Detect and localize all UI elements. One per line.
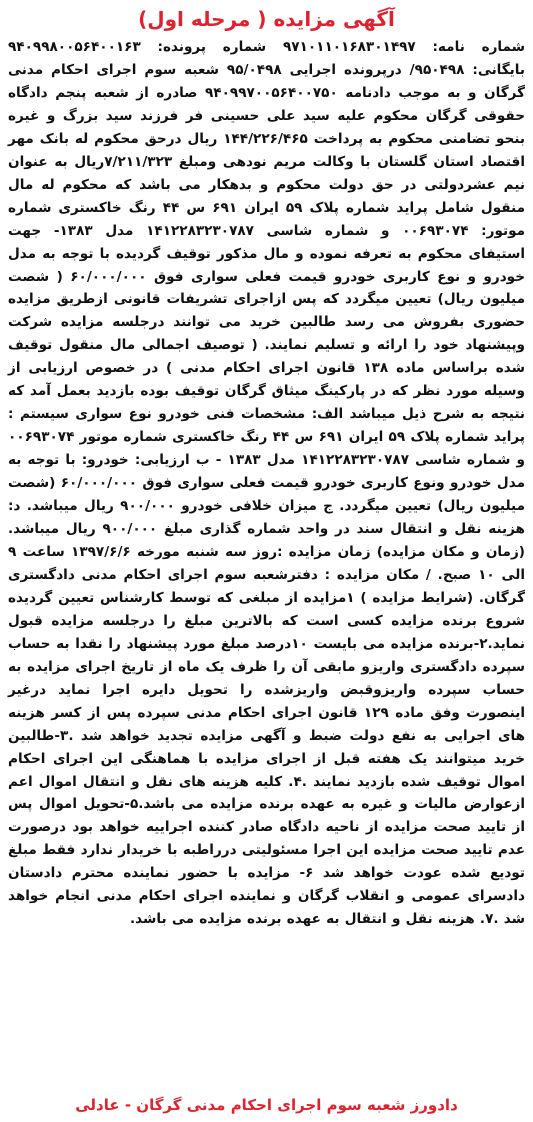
notice-footer — [0, 1095, 533, 1114]
notice-body: شماره نامه: ۹۷۱۰۱۱۰۱۶۸۳۰۱۴۹۷ شماره پرونده: ۹۴۰۹۹۸۰۰۵۶۴۰۰۱۶۳ بایگانی: ۹۵۰۴۹۸/ درپرونده اجرایی ۹۵/۰۴۹۸ شعبه سوم اجرای احکام مدنی گرگان و به موجب دادنامه ۹۴۰۹۹۷۰۰۵۶۴۰۰۷۵۰ صادره از شعبه پنجم دادگاه حقوقی گرگان محکوم علیه سید علی حسینی فر فرزند سید بزرگ و غیره بنحو تضامنی محکوم به پرداخت ۱۴۴/۲۲۶/۴۶۵ ریال درحق محکوم له بانک مهر اقتصاد استان گلستان با وکالت مریم نودهی ومبلغ ۷/۲۱۱/۳۲۳ریال به عنوان نیم عشردولتی در حق دولت محکوم و بدهکار می باشد که محکوم له مال منقول شامل پراید شماره پلاک ۵۹ ایران ۶۹۱ س ۴۴ رنگ خاکستری شماره موتور: ۰۰۶۹۳۰۷۴ و شماره شاسی ۱۴۱۲۲۸۳۲۳۰۷۸۷ مدل ۱۳۸۳- جهت استیفای محکوم به تعرفه نموده و مال مذکور توقیف گردیده با توجه به مدل خودرو و نوع کاربری خودرو قیمت فعلی سواری فوق ۶۰/۰۰۰/۰۰۰ ( شصت میلیون ریال) تعیین میگردد که پس ازاجرای تشریفات قانونی ازطریق مزایده حضوری بفروش می رسد طالبین خرید می توانند درجلسه مزایده شرکت وپیشنهاد خود را ارائه و تسلیم نمایند. ( توصیف اجمالی مال منقول توقیف شده براساس ماده ۱۳۸ قانون اجرای احکام مدنی ) در خصوص ارزیابی از وسیله مورد نظر که در پارکینگ میثاق گرگان توقیف بوده بازدید بعمل آمد که نتیجه به شرح ذیل میباشد الف: مشخصات فنی خودرو نوع سواری سیستم : پراید شماره پلاک ۵۹ ایران ۶۹۱ س ۴۴ رنگ خاکستری شماره موتور ۰۰۶۹۳۰۷۴ و شماره شاسی ۱۴۱۲۲۸۳۲۳۰۷۸۷ مدل ۱۳۸۳ - ب ارزیابی: خودرو: با توجه به مدل خودرو ونوع کاربری خودرو قیمت فعلی سواری فوق ۶۰/۰۰۰/۰۰۰ (شصت میلیون ریال) تعیین میگردد. ج میزان خلافی خودرو ۹۰۰/۰۰۰ ریال میباشد. د: هزینه نقل و انتقال سند در واحد شماره گذاری مبلغ ۹۰۰/۰۰۰ ریال میباشد.(زمان و مکان مزایده) زمان مزایده :روز سه شنبه مورخه ۱۳۹۷/۶/۶ ساعت ۹ الی ۱۰ صبح. / مکان مزایده : دفترشعبه سوم اجرای احکام مدنی دادگستری گرگان. (شرایط مزایده ) ۱مزایده از مبلغی که توسط کارشناس تعیین گردیده شروع برنده مزایده کسی است که بالاترین مبلغ را درجلسه مزایده قبول نماید.۲-برنده مزایده می بایست ۱۰درصد مبلغ مورد پیشنهاد را نقدا به حساب سپرده دادگستری واریزو مابقی آن را ظرف یک ماه از تاریخ اجرای مزایده به حساب سپرده واریزوقبض واریزشده را تحویل دایره اجرا نماید درغیر اینصورت وفق ماده ۱۲۹ قانون اجرای احکام مدنی سپرده پس از کسر هزینه های اجرایی به نفع دولت ضبط و آگهی مزایده تجدید خواهد شد .۳-طالبین خرید میتوانند یک هفته قبل از اجرای مزایده با هماهنگی این اجرای احکام اموال توقیف شده بازدید نمایند .۴. کلیه هزینه های نقل و انتقال اموال اعم ازعوارض مالیات و غیره به عهده برنده مزایده می باشد.۵-تحویل اموال پس از تایید صحت مزایده از ناحیه دادگاه صادر کننده اجراییه خواهد بود درصورت عدم تایید صحت مزایده این اجرا مسئولیتی درراطبه با خریدار ندارد فقط مبلغ تودیع شده عودت خواهد شد ۶- مزایده با حضور نماینده محترم دادستان دادسرای عمومی و انقلاب گرگان و نماینده اجرای احکام مدنی انجام خواهد شد .۷. هزینه نقل و انتقال به عهده برنده مزایده می باشد. — [8, 39, 526, 928]
notice-title: آگهی مزایده ( مرحله اول) — [138, 7, 395, 31]
notice-signature: دادورز شعبه سوم اجرای احکام مدنی گرگان - عادلی — [75, 1096, 458, 1114]
notice-header — [6, 4, 527, 34]
